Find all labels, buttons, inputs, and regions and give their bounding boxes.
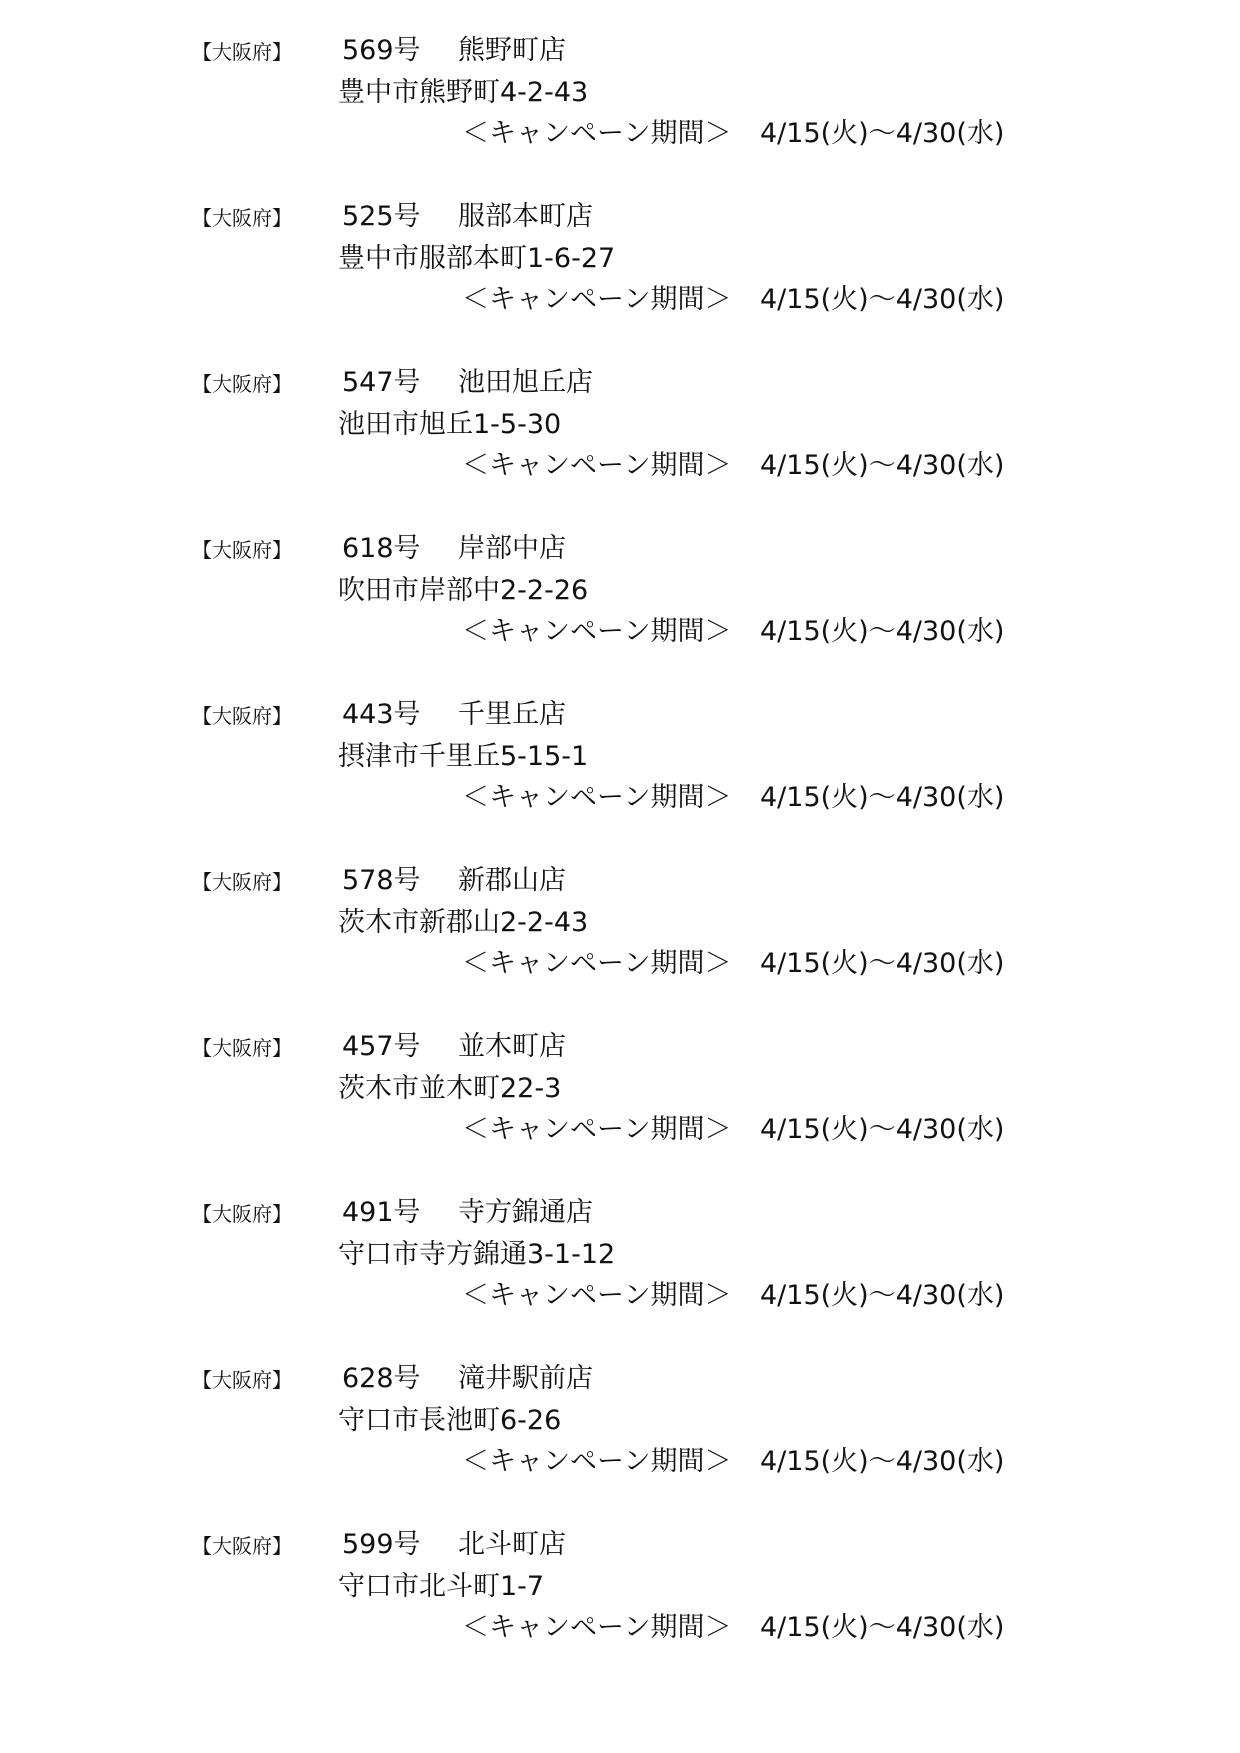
store-number: 491号 [342, 1197, 421, 1228]
store-number: 578号 [342, 865, 421, 896]
store-entry [0, 522, 1240, 688]
campaign-period-dates: 4/15(火)～4/30(水) [760, 1114, 1005, 1145]
prefecture-label: 【大阪府】 [192, 538, 292, 562]
store-name: 岸部中店 [458, 533, 566, 564]
store-number: 569号 [342, 35, 421, 66]
store-entry [0, 854, 1240, 1020]
campaign-period-label: ＜キャンペーン期間＞ [462, 782, 732, 813]
store-number: 525号 [342, 201, 421, 232]
store-address: 豊中市熊野町4-2-43 [338, 77, 589, 108]
prefecture-label: 【大阪府】 [192, 372, 292, 396]
campaign-period-dates: 4/15(火)～4/30(水) [760, 118, 1005, 149]
prefecture-label: 【大阪府】 [192, 1036, 292, 1060]
store-address: 守口市北斗町1-7 [338, 1571, 545, 1602]
store-number: 457号 [342, 1031, 421, 1062]
campaign-period-dates: 4/15(火)～4/30(水) [760, 616, 1005, 647]
store-entry [0, 24, 1240, 190]
campaign-period-label: ＜キャンペーン期間＞ [462, 1280, 732, 1311]
store-name: 並木町店 [458, 1031, 566, 1062]
campaign-period-label: ＜キャンペーン期間＞ [462, 616, 732, 647]
store-entry [0, 1186, 1240, 1352]
store-entry [0, 688, 1240, 854]
campaign-period-label: ＜キャンペーン期間＞ [462, 118, 732, 149]
campaign-period-dates: 4/15(火)～4/30(水) [760, 1446, 1005, 1477]
store-name: 新郡山店 [458, 865, 566, 896]
store-address: 守口市寺方錦通3-1-12 [338, 1239, 616, 1270]
campaign-period-dates: 4/15(火)～4/30(水) [760, 948, 1005, 979]
campaign-period-label: ＜キャンペーン期間＞ [462, 284, 732, 315]
campaign-period-label: ＜キャンペーン期間＞ [462, 1114, 732, 1145]
store-entry [0, 1020, 1240, 1186]
store-name: 千里丘店 [458, 699, 566, 730]
store-address: 茨木市新郡山2-2-43 [338, 907, 589, 938]
prefecture-label: 【大阪府】 [192, 40, 292, 64]
store-address: 茨木市並木町22-3 [338, 1073, 562, 1104]
prefecture-label: 【大阪府】 [192, 206, 292, 230]
campaign-period-label: ＜キャンペーン期間＞ [462, 1612, 732, 1643]
store-address: 池田市旭丘1-5-30 [338, 409, 562, 440]
prefecture-label: 【大阪府】 [192, 1368, 292, 1392]
store-name: 熊野町店 [458, 35, 566, 66]
store-entry [0, 1518, 1240, 1684]
campaign-period-dates: 4/15(火)～4/30(水) [760, 1280, 1005, 1311]
store-name: 北斗町店 [458, 1529, 566, 1560]
store-number: 628号 [342, 1363, 421, 1394]
store-entry [0, 1352, 1240, 1518]
prefecture-label: 【大阪府】 [192, 1202, 292, 1226]
store-name: 池田旭丘店 [458, 367, 593, 398]
store-address: 摂津市千里丘5-15-1 [338, 741, 589, 772]
store-name: 滝井駅前店 [458, 1363, 593, 1394]
campaign-period-dates: 4/15(火)～4/30(水) [760, 1612, 1005, 1643]
store-address: 豊中市服部本町1-6-27 [338, 243, 616, 274]
campaign-period-dates: 4/15(火)～4/30(水) [760, 284, 1005, 315]
store-number: 443号 [342, 699, 421, 730]
campaign-period-label: ＜キャンペーン期間＞ [462, 450, 732, 481]
prefecture-label: 【大阪府】 [192, 1534, 292, 1558]
campaign-period-dates: 4/15(火)～4/30(水) [760, 450, 1005, 481]
store-name: 服部本町店 [458, 201, 593, 232]
campaign-period-dates: 4/15(火)～4/30(水) [760, 782, 1005, 813]
store-address: 吹田市岸部中2-2-26 [338, 575, 589, 606]
campaign-period-label: ＜キャンペーン期間＞ [462, 1446, 732, 1477]
store-number: 547号 [342, 367, 421, 398]
store-address: 守口市長池町6-26 [338, 1405, 562, 1436]
store-name: 寺方錦通店 [458, 1197, 593, 1228]
store-entry [0, 356, 1240, 522]
store-list [0, 24, 1240, 1684]
prefecture-label: 【大阪府】 [192, 704, 292, 728]
prefecture-label: 【大阪府】 [192, 870, 292, 894]
campaign-period-label: ＜キャンペーン期間＞ [462, 948, 732, 979]
store-number: 618号 [342, 533, 421, 564]
store-entry [0, 190, 1240, 356]
store-number: 599号 [342, 1529, 421, 1560]
